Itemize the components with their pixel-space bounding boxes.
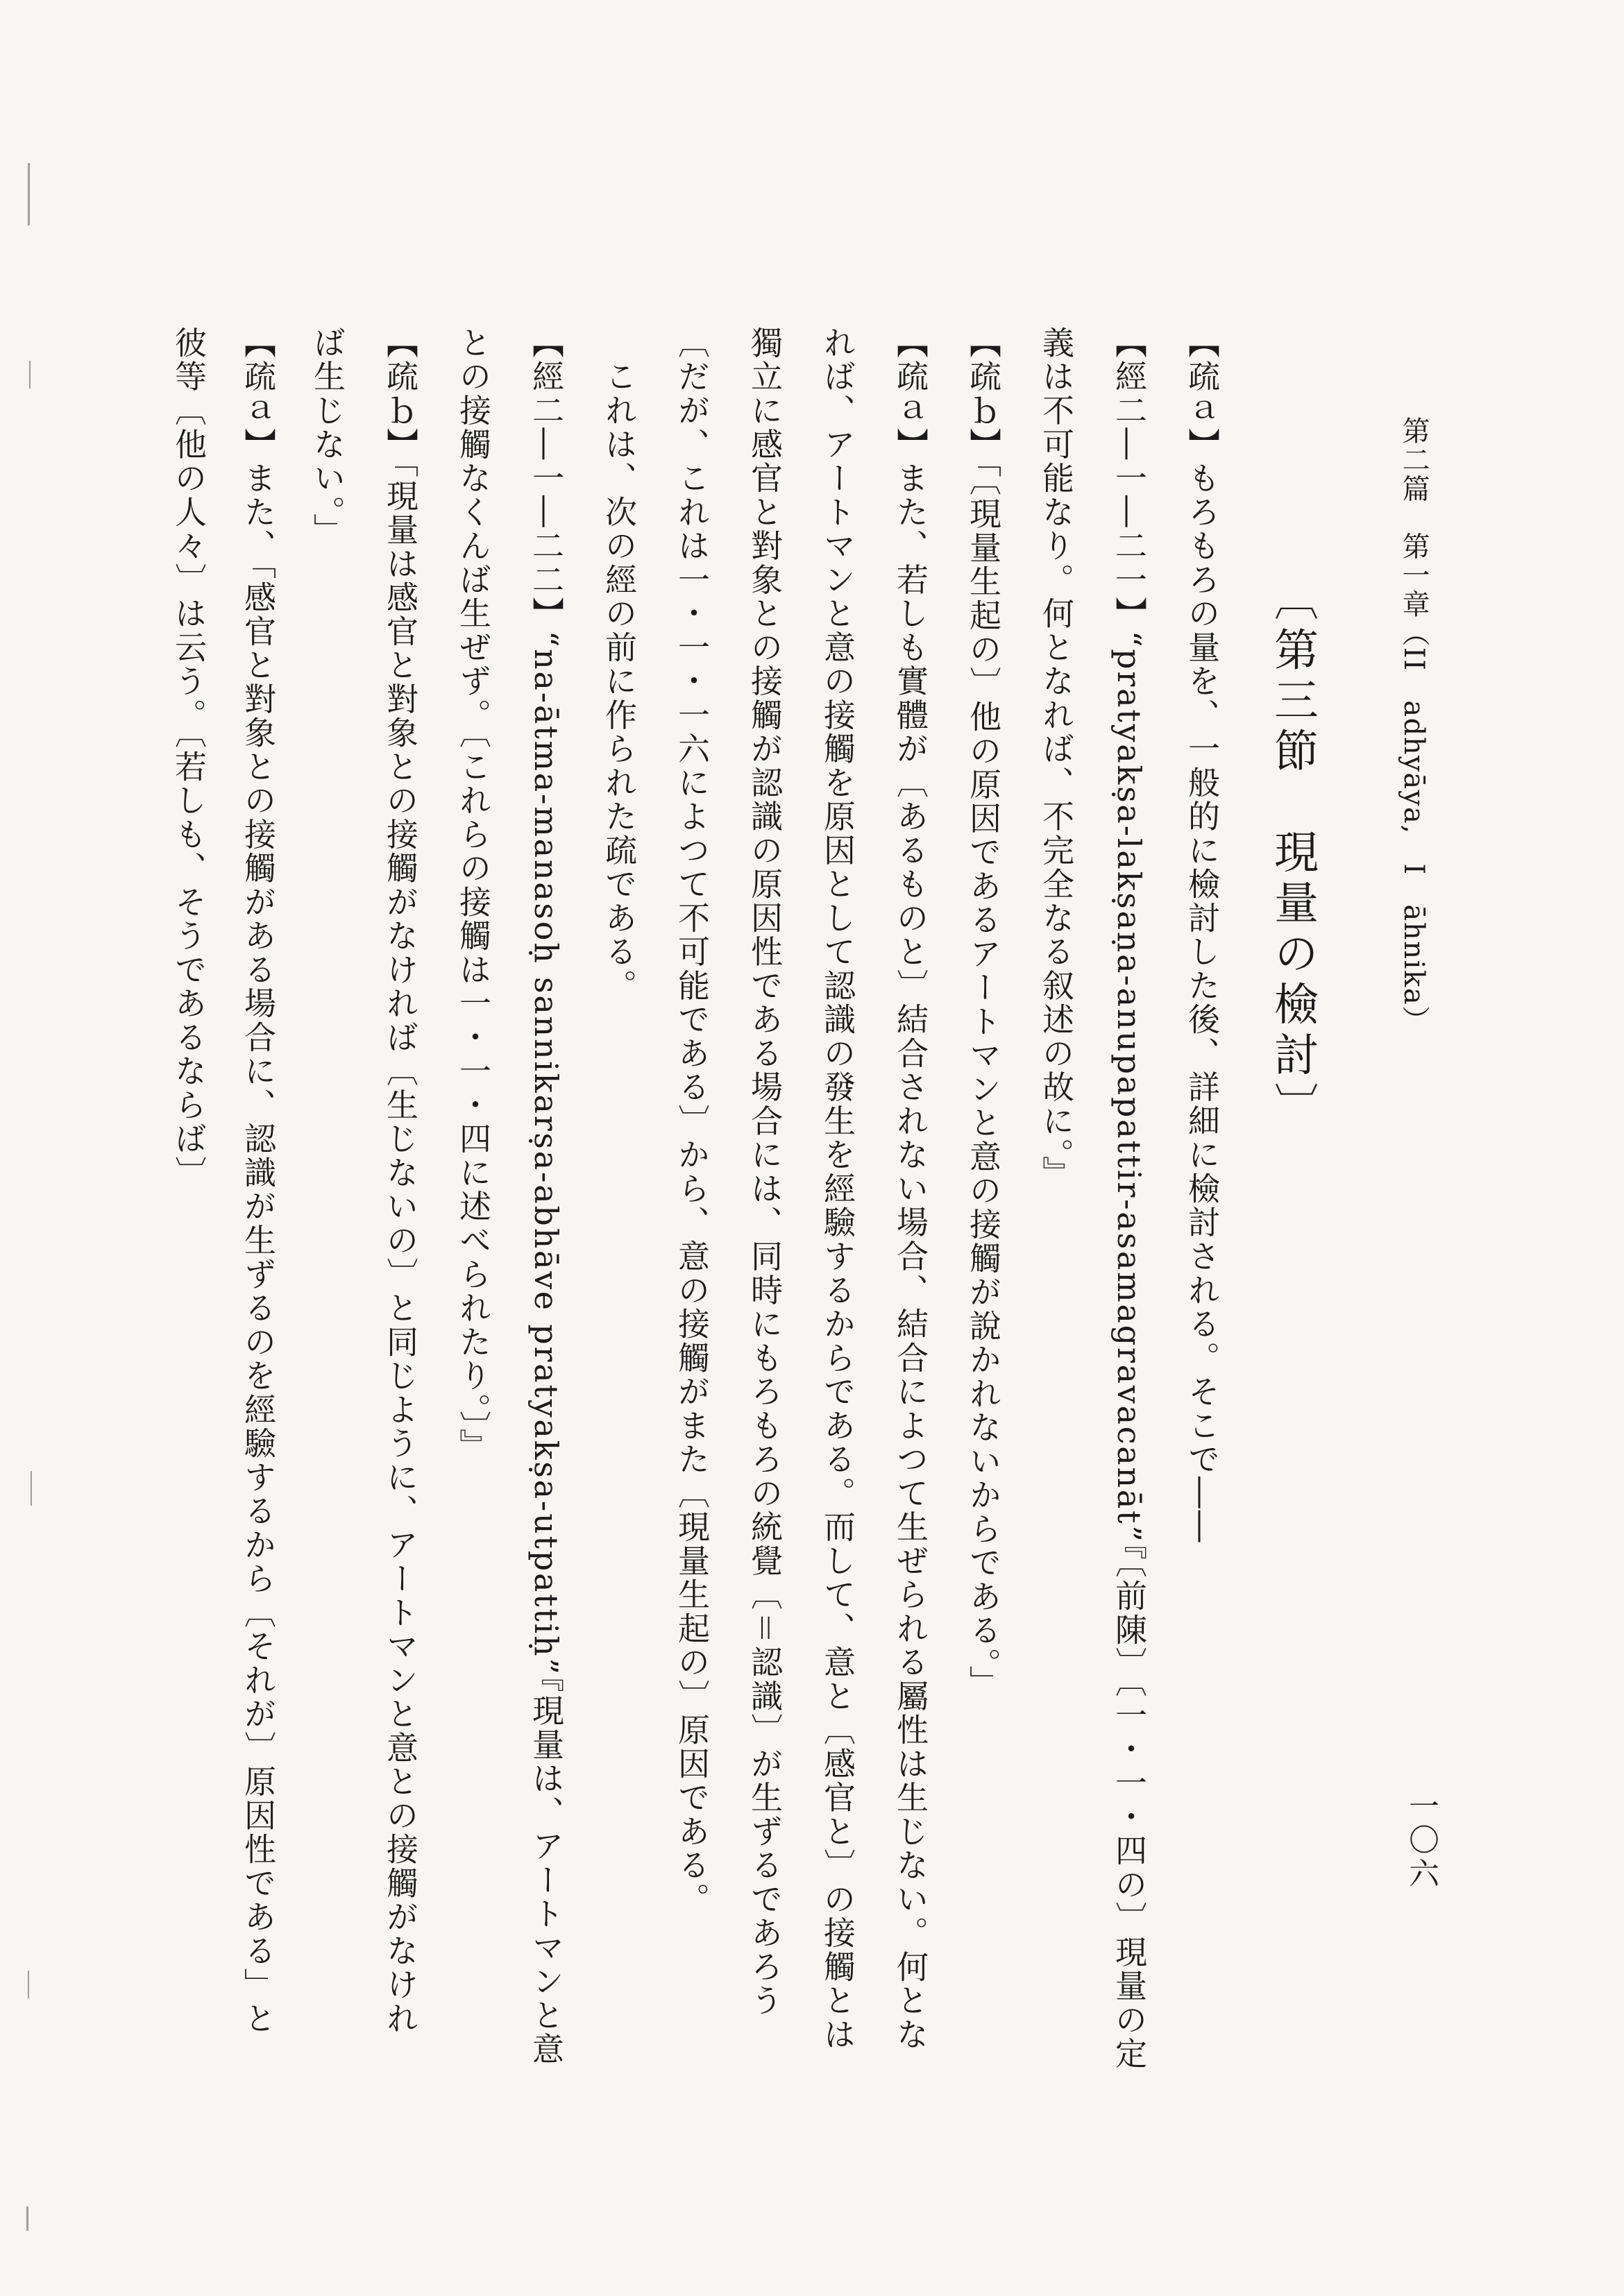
text-column-12: 【疏ｂ】「現量は感官と對象との接觸がなければ〔生じないの〕と同じように、アートマンと意との接觸がなけれ (382, 326, 419, 2036)
text-column-1: 【疏ａ】もろもろの量を、一般的に檢討した後、詳細に檢討される。そこで―― (1183, 326, 1221, 1545)
scan-artifact (28, 1971, 29, 1998)
scan-artifact (29, 361, 31, 389)
text-column-13: ば生じない。」 (309, 326, 346, 547)
text-column-7: 獨立に感官と對象との接觸が認識の原因性である場合には、同時にもろもろの統覺〔＝認識〕が生ずるであろう (746, 326, 784, 2018)
section-title: 〔第三節 現量の檢討〕 (1267, 576, 1318, 1133)
page-number: 一〇六 (1403, 1790, 1439, 1891)
text-column-6: れば、アートマンと意の接觸を原因として認識の發生を經驗するからである。而して、意と〔感官と〕の接觸とは (819, 326, 856, 2052)
text-column-4: 【疏ｂ】「〔現量生起の〕他の原因であるアートマンと意の接觸が說かれないからである。」 (965, 326, 1002, 1699)
text-column-2: 【經二―一―二一】“pratyakṣa-lakṣaṇa-anupapattir-asamagravacanāt”『〔前陳〕〔一・一・四の〕現量の定 (1110, 326, 1148, 2071)
text-column-10: 【經二―一―二二】“na-ātma-manasoḥ sannikarṣa-abhāve pratyakṣa-utpattiḥ”『現量は、アートマンと意 (527, 326, 565, 2066)
scan-artifact (28, 163, 30, 226)
text-column-5: 【疏ａ】また、若しも實體が〔あるものと〕結合されない場合、結合によつて生ぜられる屬性は生じない。何とな (892, 326, 929, 2052)
text-column-3: 義は不可能なり。何となれば、不完全なる叙述の故に。』 (1038, 326, 1075, 1190)
text-column-11: との接觸なくんば生ぜず。〔これらの接觸は一・一・四に述べられたり。〕』 (455, 326, 492, 1463)
running-head: 第二篇 第一章（II adhyāya, I āhnika） (1398, 416, 1430, 1035)
scan-artifact (31, 1471, 32, 1506)
scan-artifact (26, 2206, 28, 2231)
text-column-9: これは、次の經の前に作られた疏である。 (600, 326, 638, 1003)
text-column-14: 【疏ａ】また、「感官と對象との接觸がある場合に、認識が生ずるのを經驗するから〔それが〕原因性である」と (239, 326, 277, 2036)
text-column-8: 〔だが、これは一・一・一六によつて不可能である〕から、意の接觸がまた〔現量生起の〕原因である。 (673, 326, 711, 1916)
text-column-15: 彼等〔他の人々〕は云う。〔若しも、そうであるならば〕 (170, 326, 208, 1190)
